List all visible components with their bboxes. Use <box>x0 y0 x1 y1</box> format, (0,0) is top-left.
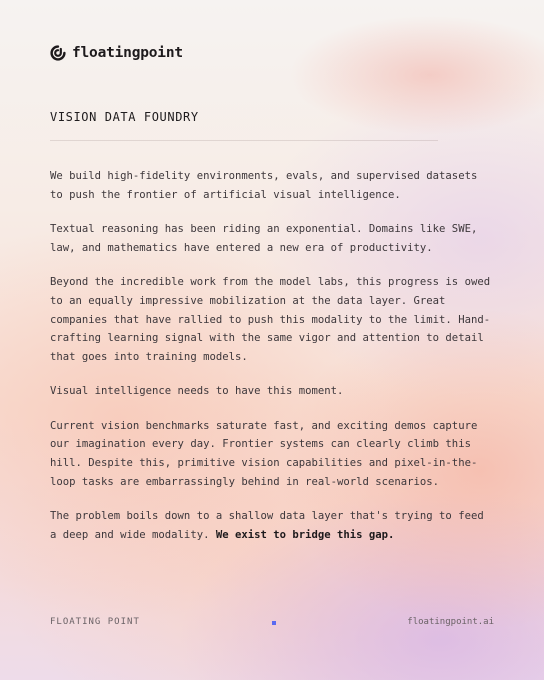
page <box>50 0 494 680</box>
closing-paragraph <box>50 507 494 545</box>
paragraph: Visual intelligence needs to have this moment. <box>50 385 344 398</box>
brand-logo[interactable] <box>50 45 183 61</box>
closing-text: The problem boils down to a shallow data layer that's trying to feed a deep and wide modality. <box>50 510 484 541</box>
paragraph: We build high-fidelity environments, evals, and supervised datasets to push the frontier of artificial visual intelligence. <box>50 170 478 201</box>
paragraph: Beyond the incredible work from the model labs, this progress is owed to an equally impressive mobilization at the data layer. Great companies that have rallied to push this modality to the limit. Hand-crafting learning signal with the same vigor and attention to detail that goes into training models. <box>50 275 491 364</box>
footer-brand: FLOATING POINT <box>50 617 140 627</box>
paragraph: Textual reasoning has been riding an exponential. Domains like SWE, law, and mathematics have entered a new era of productivity. <box>50 222 478 254</box>
divider <box>50 140 438 141</box>
brand-name: floatingpoint <box>72 45 183 61</box>
footer-link[interactable]: floatingpoint.ai <box>407 617 494 627</box>
closing-emphasis: We exist to bridge this gap. <box>215 528 395 541</box>
accent-dot <box>272 621 276 625</box>
body-text <box>50 167 494 560</box>
swirl-logo-icon <box>50 45 66 61</box>
page-heading: VISION DATA FOUNDRY <box>50 110 199 124</box>
paragraph: Current vision benchmarks saturate fast, and exciting demos capture our imagination every day. Frontier systems can clearly climb this hill. Despite this, primitive vision capabilities and pixel-in-the-loop tasks are embarrassingly behind in real-world scenarios. <box>50 419 478 488</box>
